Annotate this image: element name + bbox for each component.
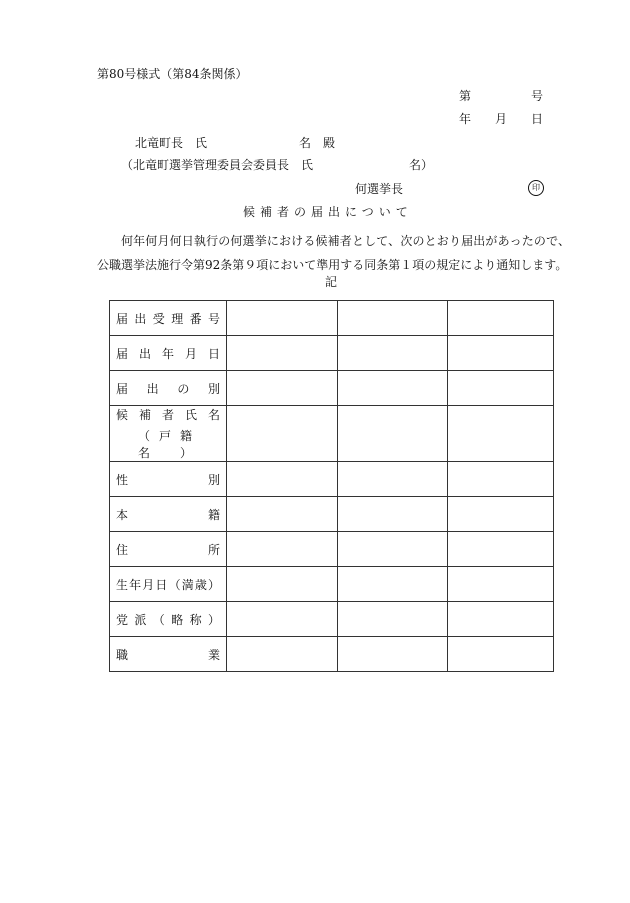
row-label: 党派（略称） [116,612,220,627]
document-title: 候補者の届出について [243,205,413,219]
row-sublabel: （戸籍名） [138,429,192,460]
table-row [110,462,554,497]
row-label-cell [110,371,227,406]
entry-cell[interactable] [338,371,448,406]
entry-cell[interactable] [227,336,338,371]
table-row [110,371,554,406]
entry-cell[interactable] [338,497,448,532]
body-text: 何年何月何日執行の何選挙における候補者として、次のとおり届出があったので、公職選挙法施行令第92条第９項において準用する同条第１項の規定により通知します。 [97,234,570,272]
entry-cell[interactable] [448,301,554,336]
row-label: 生年月日（満歳） [116,577,220,592]
row-label-cell [110,301,227,336]
entry-cell[interactable] [338,336,448,371]
entry-cell[interactable] [448,497,554,532]
row-label-cell [110,406,227,462]
entry-cell[interactable] [448,532,554,567]
row-label-cell [110,602,227,637]
entry-cell[interactable] [227,371,338,406]
addressee-line: 北竜町長 氏 [135,136,208,150]
row-label: 職業 [116,647,220,662]
entry-cell[interactable] [227,637,338,672]
row-label-cell [110,462,227,497]
entry-cell[interactable] [227,462,338,497]
entry-cell[interactable] [227,301,338,336]
row-label-cell [110,567,227,602]
entry-cell[interactable] [227,567,338,602]
date-month: 月 [495,112,508,126]
entry-cell[interactable] [227,497,338,532]
form-id: 第80号様式（第84条関係） [97,67,248,81]
entry-cell[interactable] [338,406,448,462]
row-label-cell [110,637,227,672]
table-row [110,567,554,602]
addressee-honorific: 名 殿 [299,136,336,150]
row-label: 性別 [116,472,220,487]
entry-cell[interactable] [338,567,448,602]
row-label: 届出受理番号 [116,311,220,326]
entry-cell[interactable] [338,462,448,497]
row-label: 候補者氏名 [116,408,220,422]
entry-cell[interactable] [227,406,338,462]
entry-cell[interactable] [448,336,554,371]
entry-cell[interactable] [448,406,554,462]
entry-cell[interactable] [448,371,554,406]
addressee-alt-line: （北竜町選挙管理委員会委員長 氏 名） [121,158,434,172]
entry-cell[interactable] [338,637,448,672]
entry-cell[interactable] [338,532,448,567]
ki-heading: 記 [325,275,338,289]
entry-cell[interactable] [448,602,554,637]
row-label-cell [110,336,227,371]
entry-cell[interactable] [448,567,554,602]
row-label: 届出の別 [116,381,220,396]
row-label: 住所 [116,542,220,557]
row-label-cell [110,497,227,532]
row-label: 本籍 [116,507,220,522]
document-number-suffix: 号 [531,89,544,103]
entry-cell[interactable] [227,532,338,567]
row-label-cell [110,532,227,567]
entry-cell[interactable] [227,602,338,637]
table-row [110,497,554,532]
table-row [110,532,554,567]
table-row [110,336,554,371]
table-row [110,301,554,336]
entry-cell[interactable] [448,637,554,672]
date-year: 年 [459,112,472,126]
entry-cell[interactable] [338,301,448,336]
date-day: 日 [531,112,544,126]
sender-title: 何選挙長 [355,182,404,196]
document-number-prefix: 第 [459,89,472,103]
table-row [110,602,554,637]
row-label: 届出年月日 [116,346,220,361]
notification-table [109,300,554,672]
entry-cell[interactable] [448,462,554,497]
entry-cell[interactable] [338,602,448,637]
seal-icon: 印 [528,180,544,196]
table-row [110,637,554,672]
table-row [110,406,554,462]
